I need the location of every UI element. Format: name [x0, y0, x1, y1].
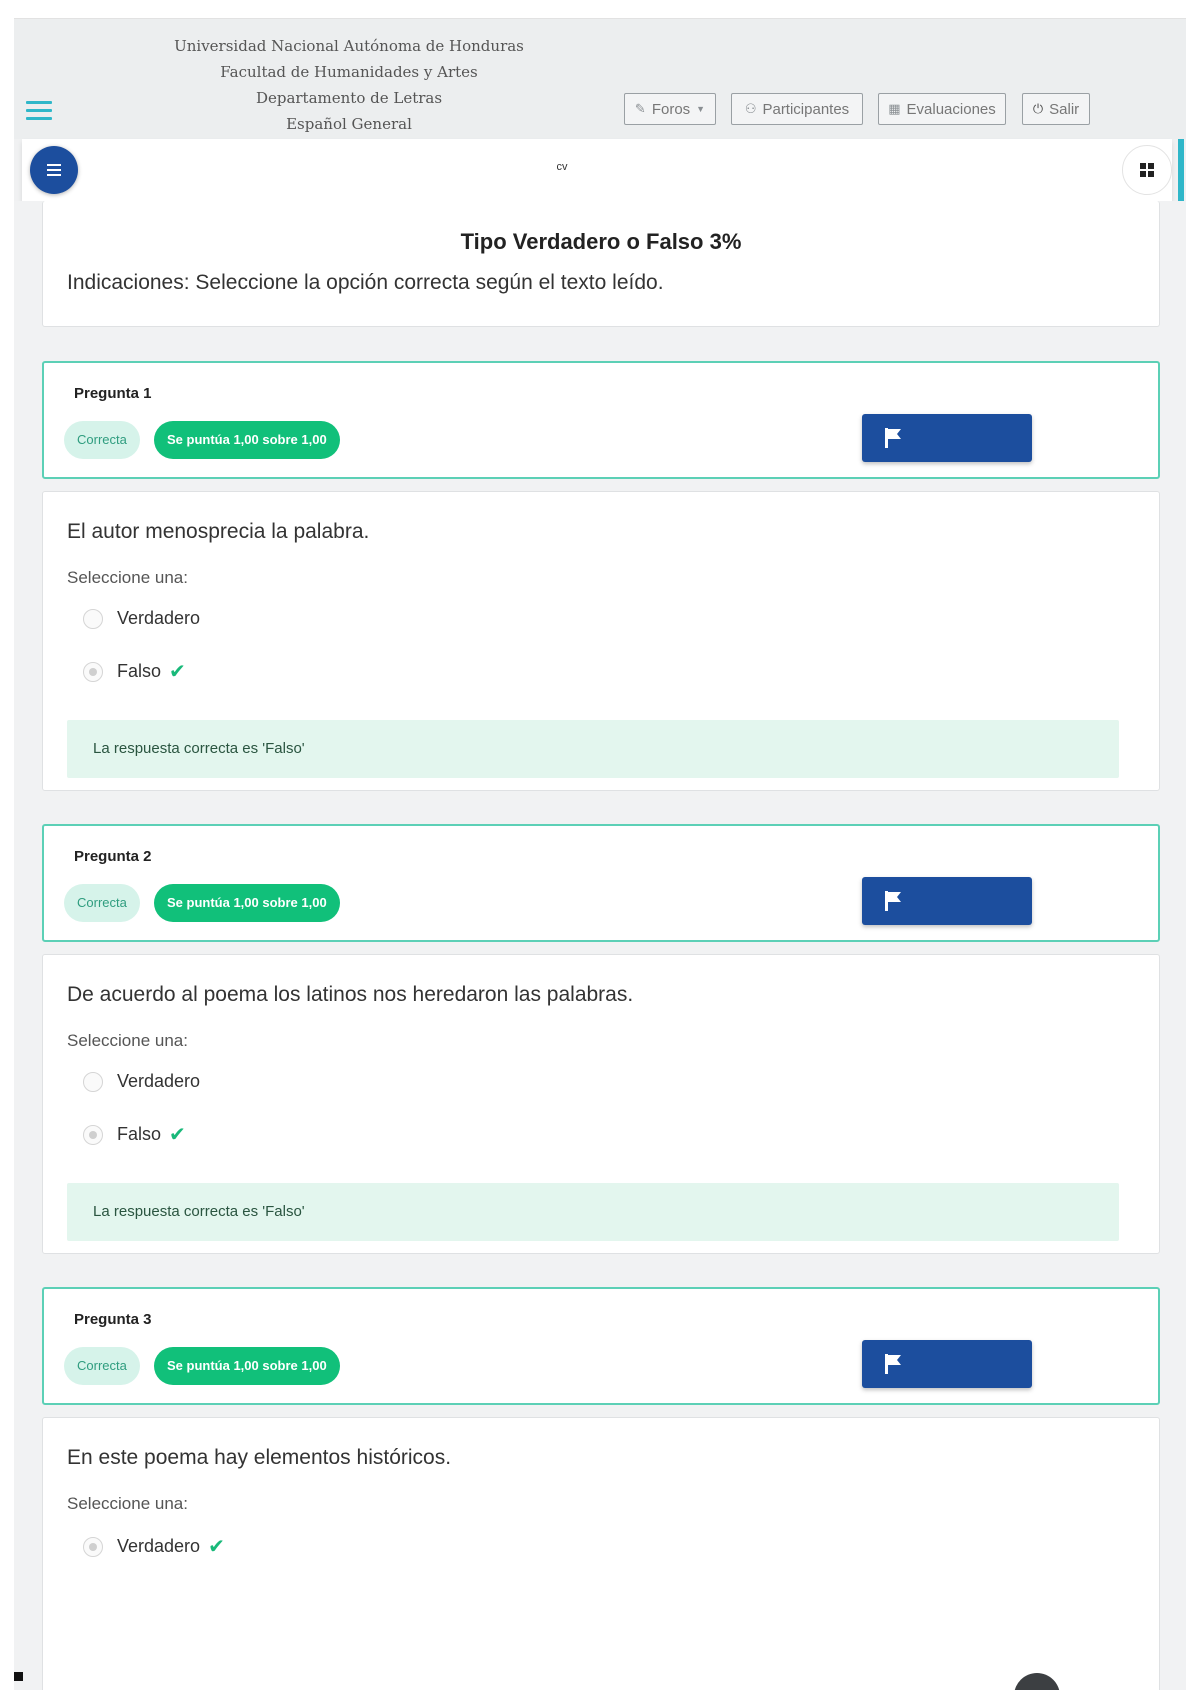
- option-label: Verdadero: [117, 608, 201, 628]
- menu-icon: [47, 161, 61, 179]
- section-title: Tipo Verdadero o Falso 3%: [460, 229, 742, 254]
- option-falso[interactable]: [83, 1122, 186, 1147]
- select-prompt: Seleccione una:: [67, 568, 188, 587]
- department-name: Departamento de Letras: [255, 89, 443, 107]
- select-prompt: Seleccione una:: [67, 1494, 188, 1513]
- hamburger-icon[interactable]: [26, 101, 52, 123]
- question-text: De acuerdo al poema los latinos nos heredaron las palabras.: [67, 983, 634, 1006]
- forum-icon: ✎: [634, 101, 646, 116]
- flag-icon: [884, 427, 904, 449]
- flag-question-button[interactable]: [862, 414, 1032, 462]
- question-number: Pregunta 1: [74, 385, 152, 402]
- salir-label: Salir: [1049, 100, 1080, 118]
- radio-button[interactable]: [83, 609, 103, 629]
- option-label: Falso: [117, 661, 162, 681]
- institution-info: [164, 33, 534, 137]
- feedback-box: [67, 1183, 1119, 1241]
- check-icon: ✔: [169, 661, 186, 683]
- question-number: Pregunta 2: [74, 848, 152, 865]
- power-icon: ⏻: [1032, 101, 1044, 116]
- calendar-icon: ▦: [888, 101, 901, 116]
- state-badge: Correcta: [64, 884, 140, 922]
- option-label: Verdadero: [117, 1536, 201, 1556]
- question-number: Pregunta 3: [74, 1311, 152, 1328]
- check-icon: ✔: [169, 1124, 186, 1146]
- radio-button-selected[interactable]: [83, 1537, 103, 1557]
- evaluaciones-button[interactable]: [878, 93, 1006, 125]
- course-name: Español General: [286, 115, 412, 133]
- check-icon: ✔: [208, 1536, 225, 1558]
- salir-button[interactable]: [1022, 93, 1090, 125]
- question-body: [42, 954, 1160, 1254]
- flag-icon: [884, 1353, 904, 1375]
- question-text: En este poema hay elementos históricos.: [67, 1446, 452, 1469]
- question-body: [42, 1417, 1160, 1690]
- grade-badge: Se puntúa 1,00 sobre 1,00: [154, 884, 340, 922]
- grade-badge: Se puntúa 1,00 sobre 1,00: [154, 421, 340, 459]
- option-verdadero[interactable]: [83, 608, 200, 629]
- foros-dropdown-button[interactable]: [624, 93, 716, 125]
- question-header: [42, 1287, 1160, 1405]
- app-title: cv: [556, 161, 568, 173]
- select-prompt: Seleccione una:: [67, 1031, 188, 1050]
- state-badge: Correcta: [64, 421, 140, 459]
- evaluaciones-label: Evaluaciones: [906, 100, 996, 118]
- foros-label: Foros: [651, 100, 691, 118]
- feedback-box: [67, 720, 1119, 778]
- question-header: [42, 824, 1160, 942]
- radio-button[interactable]: [83, 1072, 103, 1092]
- quiz-content: [14, 201, 1186, 1690]
- option-label: Verdadero: [117, 1071, 201, 1091]
- option-verdadero[interactable]: [83, 1534, 225, 1559]
- menu-button[interactable]: [30, 146, 78, 194]
- flag-question-button[interactable]: [862, 877, 1032, 925]
- app-bar: [22, 139, 1172, 201]
- option-label: Falso: [117, 1124, 162, 1144]
- option-verdadero[interactable]: [83, 1071, 200, 1092]
- caret-down-icon: ▼: [696, 104, 706, 114]
- grid-icon: [1140, 163, 1154, 177]
- state-badge: Correcta: [64, 1347, 140, 1385]
- question-header: [42, 361, 1160, 479]
- grade-badge: Se puntúa 1,00 sobre 1,00: [154, 1347, 340, 1385]
- feedback-text: La respuesta correcta es 'Falso': [93, 1203, 305, 1220]
- participantes-button[interactable]: [731, 93, 863, 125]
- radio-button-selected[interactable]: [83, 662, 103, 682]
- faculty-name: Facultad de Humanidades y Artes: [220, 63, 478, 81]
- institution-name: Universidad Nacional Autónoma de Honduras: [174, 37, 524, 55]
- corner-marker: [14, 1672, 23, 1681]
- top-header: [14, 19, 1186, 139]
- instructions-panel: [42, 201, 1160, 327]
- participantes-label: Participantes: [762, 100, 850, 118]
- radio-button-selected[interactable]: [83, 1125, 103, 1145]
- option-falso[interactable]: [83, 659, 186, 684]
- question-body: [42, 491, 1160, 791]
- flag-question-button[interactable]: [862, 1340, 1032, 1388]
- page-frame: [14, 18, 1186, 1690]
- flag-icon: [884, 890, 904, 912]
- grid-button[interactable]: [1122, 145, 1172, 195]
- users-icon: ⚇: [744, 101, 757, 116]
- feedback-text: La respuesta correcta es 'Falso': [93, 740, 305, 757]
- question-text: El autor menosprecia la palabra.: [67, 520, 370, 543]
- instructions-text: Indicaciones: Seleccione la opción correcta según el texto leído.: [67, 271, 664, 294]
